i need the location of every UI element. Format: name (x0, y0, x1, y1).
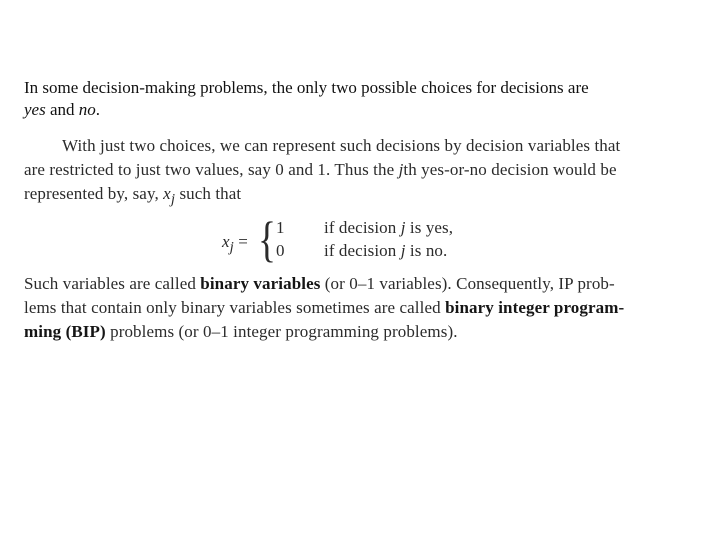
word-and: and (45, 100, 79, 119)
para1-j: j (398, 160, 404, 179)
para2-text-1a: Such variables are called (24, 274, 201, 293)
case2-text-b: is no. (405, 241, 448, 260)
case1-text-b: is yes, (405, 218, 454, 237)
equation-brace: { (258, 211, 277, 267)
para2-line-2 (24, 298, 624, 318)
para1-text-3a: represented by, say, (24, 184, 164, 203)
para1-line-3 (24, 184, 241, 208)
case1-value: 1 (276, 218, 285, 237)
para1-text-3b: such that (175, 184, 242, 203)
para2-text-3b: problems (or 0–1 integer programming problems). (105, 322, 458, 341)
word-yes: yes (24, 100, 46, 119)
eq-equals: = (233, 232, 248, 251)
intro-line-2 (24, 100, 100, 120)
term-bip-part1: binary integer program- (445, 298, 625, 317)
word-no: no (78, 100, 96, 119)
para1-line-1 (62, 136, 620, 156)
intro-text-1: In some decision-making problems, the only two possible choices for decisions are (24, 78, 589, 97)
eq-var-x: x (222, 232, 230, 251)
para1-text-2a: are restricted to just two values, say 0 and 1. Thus the (24, 160, 399, 179)
equation-lhs (222, 232, 248, 256)
para1-line-2 (24, 160, 617, 180)
para2-line-1 (24, 274, 615, 294)
para2-text-1b: (or 0–1 variables). Consequently, IP prob- (320, 274, 615, 293)
para1-var-x: x (163, 184, 171, 203)
case2-text-a: if decision (324, 241, 401, 260)
case1-text-a: if decision (324, 218, 401, 237)
case1-j: j (400, 218, 406, 237)
intro-period: . (95, 100, 101, 119)
para1-var-sub: j (170, 191, 176, 208)
case1-condition (324, 218, 453, 238)
intro-line-1 (24, 78, 589, 98)
term-bip-part2: ming (BIP) (24, 322, 106, 341)
para1-text-2b: th yes-or-no decision would be (403, 160, 617, 179)
para2-line-3 (24, 322, 458, 342)
para1-text-1: With just two choices, we can represent such decisions by decision variables that (62, 136, 621, 155)
case2-value: 0 (276, 241, 285, 260)
case2-j: j (400, 241, 406, 260)
para2-text-2a: lems that contain only binary variables sometimes are called (24, 298, 446, 317)
term-binary-variables: binary variables (200, 274, 321, 293)
eq-var-sub: j (229, 239, 234, 256)
case2-condition (324, 241, 447, 261)
